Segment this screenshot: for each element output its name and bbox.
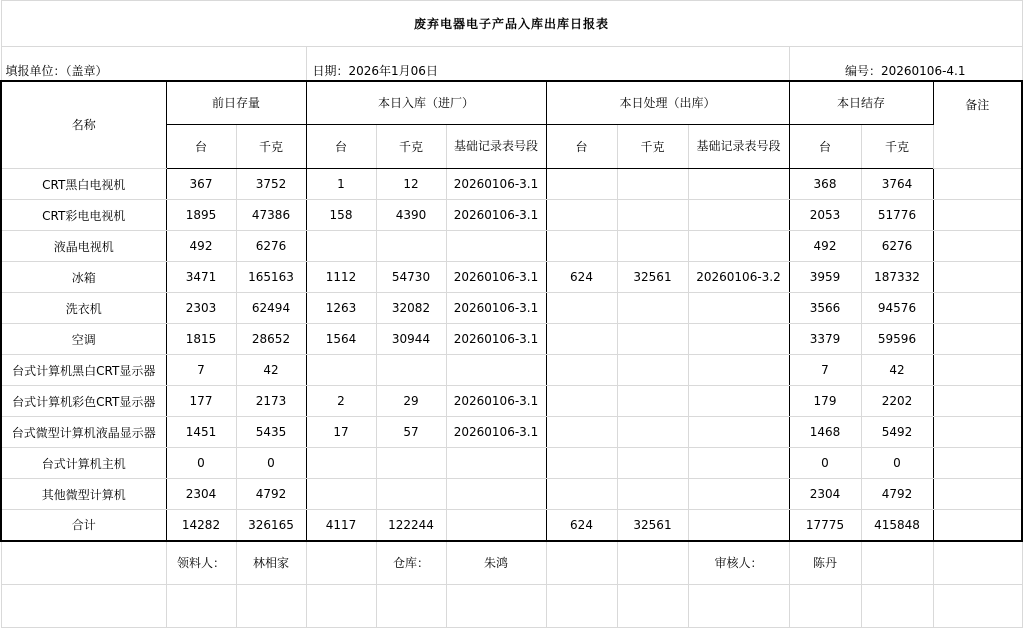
cell-out-kg[interactable]: [617, 448, 688, 479]
cell-out-kg[interactable]: 32561: [617, 262, 688, 293]
header-in-record[interactable]: 基础记录表号段: [446, 125, 546, 169]
cell-remark[interactable]: [933, 231, 1022, 262]
cell-prev-tai[interactable]: 0: [166, 448, 236, 479]
header-inbound[interactable]: 本日入库（进厂）: [306, 81, 546, 125]
header-prev-tai[interactable]: 台: [166, 125, 236, 169]
cell-prev-kg[interactable]: 3752: [236, 169, 306, 200]
cell-in-rec[interactable]: [446, 355, 546, 386]
header-processed[interactable]: 本日处理（出库）: [546, 81, 789, 125]
table-row: [1, 448, 1022, 479]
receiver-label[interactable]: 领料人：: [166, 541, 236, 585]
header-out-tai[interactable]: 台: [546, 125, 617, 169]
empty-cell[interactable]: [376, 585, 446, 628]
cell-prev-tai[interactable]: 2304: [166, 479, 236, 510]
cell-remark[interactable]: [933, 355, 1022, 386]
cell-out-tai[interactable]: [546, 200, 617, 231]
cell-remark[interactable]: [933, 448, 1022, 479]
cell-in-kg[interactable]: 57: [376, 417, 446, 448]
cell-in-rec[interactable]: 20260106-3.1: [446, 324, 546, 355]
cell-out-kg[interactable]: [617, 479, 688, 510]
table-row: [1, 262, 1022, 293]
cell-in-kg[interactable]: 4390: [376, 200, 446, 231]
cell-in-tai[interactable]: 17: [306, 417, 376, 448]
cell-out-tai[interactable]: [546, 355, 617, 386]
cell-prev-kg[interactable]: 4792: [236, 479, 306, 510]
cell-bal-kg[interactable]: 187332: [861, 262, 933, 293]
cell-in-tai[interactable]: 158: [306, 200, 376, 231]
cell-out-kg[interactable]: [617, 169, 688, 200]
footer-blank[interactable]: [617, 541, 688, 585]
empty-cell[interactable]: [688, 585, 789, 628]
header-bal-kg[interactable]: 千克: [861, 125, 933, 169]
empty-cell[interactable]: [546, 585, 617, 628]
cell-prev-tai[interactable]: 367: [166, 169, 236, 200]
cell-in-tai[interactable]: [306, 231, 376, 262]
footer-blank[interactable]: [1, 541, 166, 585]
cell-in-rec[interactable]: [446, 448, 546, 479]
cell-in-kg[interactable]: 12: [376, 169, 446, 200]
cell-prev-kg[interactable]: 42: [236, 355, 306, 386]
cell-out-tai[interactable]: [546, 324, 617, 355]
cell-name[interactable]: 液晶电视机: [1, 231, 166, 262]
date-label[interactable]: 日期：2026年1月06日: [306, 47, 789, 81]
cell-remark[interactable]: [933, 417, 1022, 448]
cell-in-rec[interactable]: 20260106-3.1: [446, 293, 546, 324]
cell-bal-kg[interactable]: 3764: [861, 169, 933, 200]
header-bal-tai[interactable]: 台: [789, 125, 861, 169]
header-in-tai[interactable]: 台: [306, 125, 376, 169]
cell-prev-tai[interactable]: 1451: [166, 417, 236, 448]
header-in-kg[interactable]: 千克: [376, 125, 446, 169]
cell-in-kg[interactable]: 32082: [376, 293, 446, 324]
cell-bal-tai[interactable]: 17775: [789, 510, 861, 541]
empty-cell[interactable]: [236, 585, 306, 628]
total-row: [1, 510, 1022, 541]
cell-out-rec[interactable]: [688, 169, 789, 200]
cell-in-kg[interactable]: [376, 231, 446, 262]
table-row: [1, 324, 1022, 355]
cell-bal-tai[interactable]: 3959: [789, 262, 861, 293]
empty-cell[interactable]: [166, 585, 236, 628]
table-row: [1, 200, 1022, 231]
cell-in-tai[interactable]: [306, 448, 376, 479]
cell-in-rec[interactable]: 20260106-3.1: [446, 200, 546, 231]
cell-prev-tai[interactable]: 14282: [166, 510, 236, 541]
cell-in-rec[interactable]: [446, 231, 546, 262]
cell-bal-kg[interactable]: 42: [861, 355, 933, 386]
cell-bal-tai[interactable]: 492: [789, 231, 861, 262]
cell-name[interactable]: 台式计算机黑白CRT显示器: [1, 355, 166, 386]
table-row: [1, 479, 1022, 510]
cell-remark[interactable]: [933, 262, 1022, 293]
header-prev-kg[interactable]: 千克: [236, 125, 306, 169]
cell-bal-kg[interactable]: 94576: [861, 293, 933, 324]
cell-out-kg[interactable]: [617, 293, 688, 324]
cell-out-rec[interactable]: [688, 479, 789, 510]
cell-out-kg[interactable]: [617, 386, 688, 417]
cell-bal-kg[interactable]: 0: [861, 448, 933, 479]
empty-cell[interactable]: [617, 585, 688, 628]
cell-prev-kg[interactable]: 6276: [236, 231, 306, 262]
cell-prev-tai[interactable]: 7: [166, 355, 236, 386]
cell-prev-tai[interactable]: 1815: [166, 324, 236, 355]
cell-out-rec[interactable]: [688, 417, 789, 448]
cell-remark[interactable]: [933, 479, 1022, 510]
cell-out-kg[interactable]: [617, 231, 688, 262]
cell-name[interactable]: 冰箱: [1, 262, 166, 293]
cell-out-kg[interactable]: [617, 200, 688, 231]
cell-bal-tai[interactable]: 2304: [789, 479, 861, 510]
cell-name[interactable]: CRT彩电电视机: [1, 200, 166, 231]
footer-blank[interactable]: [861, 541, 933, 585]
cell-in-kg[interactable]: 30944: [376, 324, 446, 355]
header-name[interactable]: 名称: [1, 81, 166, 169]
cell-bal-kg[interactable]: 51776: [861, 200, 933, 231]
table-row: [1, 293, 1022, 324]
cell-in-rec[interactable]: 20260106-3.1: [446, 386, 546, 417]
cell-prev-tai[interactable]: 492: [166, 231, 236, 262]
header-out-record[interactable]: 基础记录表号段: [688, 125, 789, 169]
report-title[interactable]: 废弃电器电子产品入库出库日报表: [1, 1, 1022, 47]
cell-bal-kg[interactable]: 5492: [861, 417, 933, 448]
cell-bal-kg[interactable]: 415848: [861, 510, 933, 541]
footer-blank[interactable]: [546, 541, 617, 585]
cell-in-rec[interactable]: [446, 510, 546, 541]
cell-bal-kg[interactable]: 4792: [861, 479, 933, 510]
cell-in-tai[interactable]: [306, 479, 376, 510]
cell-in-tai[interactable]: 1112: [306, 262, 376, 293]
cell-out-tai[interactable]: [546, 293, 617, 324]
cell-prev-kg[interactable]: 2173: [236, 386, 306, 417]
cell-name[interactable]: 洗衣机: [1, 293, 166, 324]
empty-cell[interactable]: [861, 585, 933, 628]
cell-bal-tai[interactable]: 3566: [789, 293, 861, 324]
cell-in-kg[interactable]: 29: [376, 386, 446, 417]
cell-prev-tai[interactable]: 1895: [166, 200, 236, 231]
empty-cell[interactable]: [446, 585, 546, 628]
cell-out-rec[interactable]: [688, 293, 789, 324]
cell-in-tai[interactable]: 1263: [306, 293, 376, 324]
cell-remark[interactable]: [933, 200, 1022, 231]
table-row: [1, 355, 1022, 386]
empty-cell[interactable]: [789, 585, 861, 628]
cell-name[interactable]: 台式微型计算机液晶显示器: [1, 417, 166, 448]
cell-name[interactable]: 台式计算机主机: [1, 448, 166, 479]
cell-in-tai[interactable]: [306, 355, 376, 386]
cell-out-rec[interactable]: [688, 324, 789, 355]
reviewer-label[interactable]: 审核人：: [688, 541, 789, 585]
cell-out-tai[interactable]: [546, 231, 617, 262]
serial-label[interactable]: 编号：20260106-4.1: [789, 47, 1022, 81]
cell-bal-kg[interactable]: 6276: [861, 231, 933, 262]
cell-in-tai[interactable]: 1564: [306, 324, 376, 355]
cell-remark[interactable]: [933, 386, 1022, 417]
cell-in-kg[interactable]: [376, 479, 446, 510]
cell-out-tai[interactable]: [546, 417, 617, 448]
cell-prev-tai[interactable]: 177: [166, 386, 236, 417]
warehouse-name[interactable]: 朱鸿: [446, 541, 546, 585]
cell-out-rec[interactable]: [688, 355, 789, 386]
cell-prev-kg[interactable]: 326165: [236, 510, 306, 541]
footer-blank[interactable]: [933, 541, 1022, 585]
cell-bal-tai[interactable]: 368: [789, 169, 861, 200]
cell-name[interactable]: CRT黑白电视机: [1, 169, 166, 200]
empty-cell[interactable]: [933, 585, 1022, 628]
table-row: [1, 169, 1022, 200]
cell-out-tai[interactable]: [546, 169, 617, 200]
footer-blank[interactable]: [306, 541, 376, 585]
cell-out-rec[interactable]: [688, 200, 789, 231]
receiver-name[interactable]: 林相家: [236, 541, 306, 585]
cell-bal-tai[interactable]: 0: [789, 448, 861, 479]
cell-bal-tai[interactable]: 3379: [789, 324, 861, 355]
cell-prev-tai[interactable]: 3471: [166, 262, 236, 293]
cell-out-tai[interactable]: [546, 386, 617, 417]
header-remark[interactable]: 备注: [933, 81, 1022, 169]
cell-out-tai[interactable]: 624: [546, 510, 617, 541]
cell-out-tai[interactable]: 624: [546, 262, 617, 293]
cell-bal-kg[interactable]: 2202: [861, 386, 933, 417]
cell-out-rec[interactable]: 20260106-3.2: [688, 262, 789, 293]
cell-name[interactable]: 空调: [1, 324, 166, 355]
header-balance[interactable]: 本日结存: [789, 81, 933, 125]
cell-prev-tai[interactable]: 2303: [166, 293, 236, 324]
cell-name[interactable]: 合计: [1, 510, 166, 541]
reviewer-name[interactable]: 陈丹: [789, 541, 861, 585]
empty-cell[interactable]: [1, 585, 166, 628]
cell-out-kg[interactable]: 32561: [617, 510, 688, 541]
table-row: [1, 231, 1022, 262]
cell-bal-tai[interactable]: 1468: [789, 417, 861, 448]
header-out-kg[interactable]: 千克: [617, 125, 688, 169]
cell-remark[interactable]: [933, 169, 1022, 200]
empty-cell[interactable]: [306, 585, 376, 628]
cell-in-rec[interactable]: 20260106-3.1: [446, 169, 546, 200]
cell-out-rec[interactable]: [688, 510, 789, 541]
cell-in-rec[interactable]: 20260106-3.1: [446, 417, 546, 448]
cell-in-kg[interactable]: 122244: [376, 510, 446, 541]
cell-out-rec[interactable]: [688, 448, 789, 479]
cell-in-kg[interactable]: 54730: [376, 262, 446, 293]
cell-in-tai[interactable]: 2: [306, 386, 376, 417]
cell-bal-tai[interactable]: 7: [789, 355, 861, 386]
cell-out-kg[interactable]: [617, 324, 688, 355]
cell-in-rec[interactable]: 20260106-3.1: [446, 262, 546, 293]
cell-remark[interactable]: [933, 293, 1022, 324]
cell-in-rec[interactable]: [446, 479, 546, 510]
cell-name[interactable]: 其他微型计算机: [1, 479, 166, 510]
cell-out-tai[interactable]: [546, 479, 617, 510]
cell-out-kg[interactable]: [617, 355, 688, 386]
cell-name[interactable]: 台式计算机彩色CRT显示器: [1, 386, 166, 417]
unit-label[interactable]: 填报单位：（盖章）: [1, 47, 306, 81]
cell-prev-kg[interactable]: 5435: [236, 417, 306, 448]
cell-remark[interactable]: [933, 324, 1022, 355]
cell-out-tai[interactable]: [546, 448, 617, 479]
warehouse-label[interactable]: 仓库：: [376, 541, 446, 585]
cell-prev-kg[interactable]: 165163: [236, 262, 306, 293]
cell-in-tai[interactable]: 4117: [306, 510, 376, 541]
cell-out-kg[interactable]: [617, 417, 688, 448]
cell-out-rec[interactable]: [688, 386, 789, 417]
cell-bal-kg[interactable]: 59596: [861, 324, 933, 355]
cell-prev-kg[interactable]: 0: [236, 448, 306, 479]
cell-in-kg[interactable]: [376, 448, 446, 479]
table-row: [1, 417, 1022, 448]
cell-prev-kg[interactable]: 62494: [236, 293, 306, 324]
cell-prev-kg[interactable]: 47386: [236, 200, 306, 231]
cell-bal-tai[interactable]: 2053: [789, 200, 861, 231]
cell-in-tai[interactable]: 1: [306, 169, 376, 200]
cell-in-kg[interactable]: [376, 355, 446, 386]
header-prev-stock[interactable]: 前日存量: [166, 81, 306, 125]
cell-out-rec[interactable]: [688, 231, 789, 262]
cell-bal-tai[interactable]: 179: [789, 386, 861, 417]
cell-remark[interactable]: [933, 510, 1022, 541]
cell-prev-kg[interactable]: 28652: [236, 324, 306, 355]
table-row: [1, 386, 1022, 417]
